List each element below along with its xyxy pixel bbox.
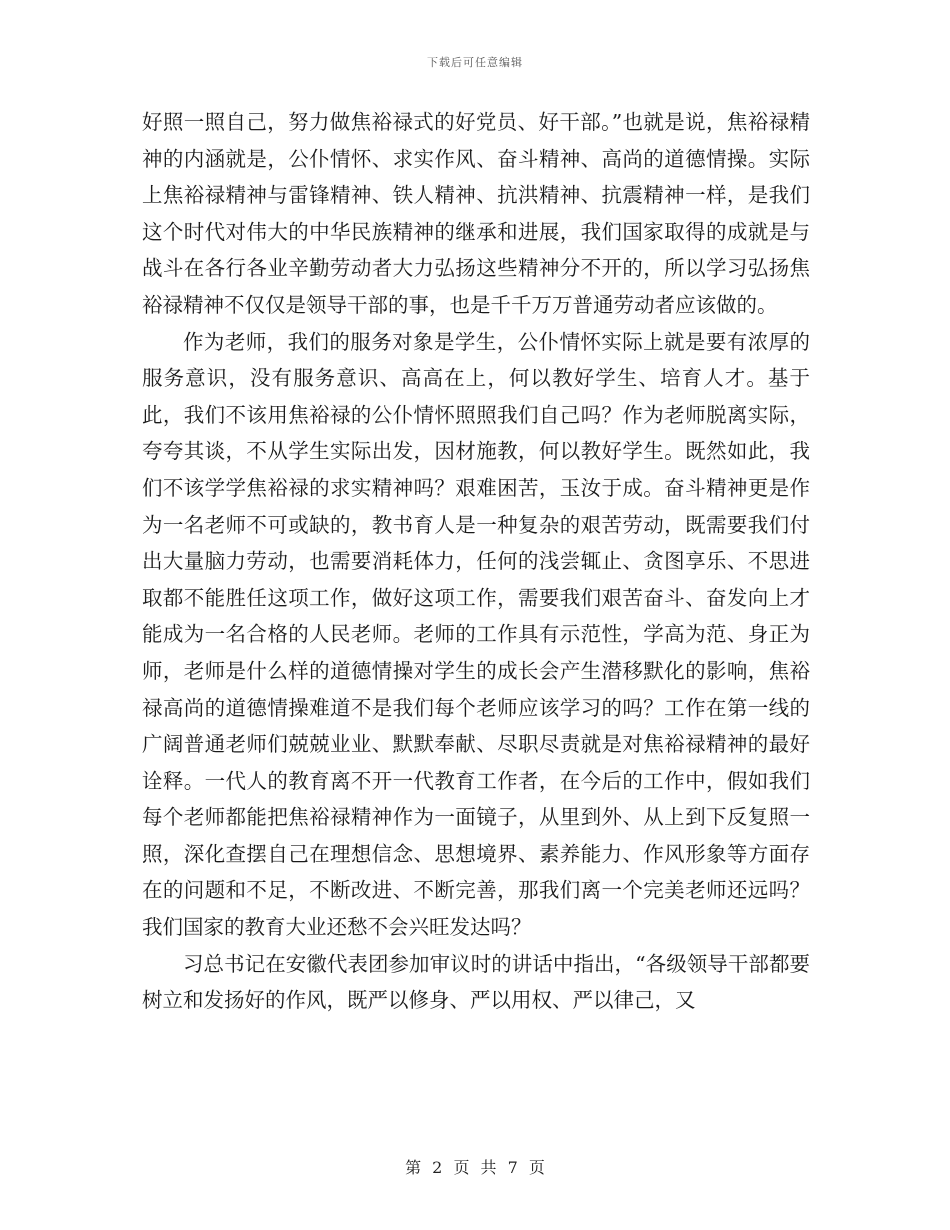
- document-body: [142, 104, 810, 1019]
- paragraph-2: 作为老师，我们的服务对象是学生，公仆情怀实际上就是要有浓厚的服务意识，没有服务意识、高高在上，何以教好学生、培育人才。基于此，我们不该用焦裕禄的公仆情怀照照我们自己吗？作为老师脱离实际，夸夸其谈，不从学生实际出发，因材施教，何以教好学生。既然如此，我们不该学学焦裕禄的求实精神吗？艰难困苦，玉汝于成。奋斗精神更是作为一名老师不可或缺的，教书育人是一种复杂的艰苦劳动，既需要我们付出大量脑力劳动，也需要消耗体力，任何的浅尝辄止、贪图享乐、不思进取都不能胜任这项工作，做好这项工作，需要我们艰苦奋斗、奋发向上才能成为一名合格的人民老师。老师的工作具有示范性，学高为范、身正为师，老师是什么样的道德情操对学生的成长会产生潜移默化的影响，焦裕禄高尚的道德情操难道不是我们每个老师应该学习的吗？工作在第一线的广阔普通老师们兢兢业业、默默奉献、尽职尽责就是对焦裕禄精神的最好诠释。一代人的教育离不开一代教育工作者，在今后的工作中，假如我们每个老师都能把焦裕禄精神作为一面镜子，从里到外、从上到下反复照一照，深化查摆自己在理想信念、思想境界、素养能力、作风形象等方面存在的问题和不足，不断改进、不断完善，那我们离一个完美老师还远吗？我们国家的教育大业还愁不会兴旺发达吗？: [142, 329, 810, 940]
- page-header: 下载后可任意编辑: [427, 56, 523, 69]
- paragraph-3: 习总书记在安徽代表团参加审议时的讲话中指出，“各级领导干部都要树立和发扬好的作风，既严以修身、严以用权、严以律己，又: [142, 951, 810, 1013]
- page-footer: 第 2 页 共 7 页: [405, 1158, 545, 1177]
- paragraph-1: 好照一照自己，努力做焦裕禄式的好党员、好干部。”也就是说，焦裕禄精神的内涵就是，公仆情怀、求实作风、奋斗精神、高尚的道德情操。实际上焦裕禄精神与雷锋精神、铁人精神、抗洪精神、抗震精神一样，是我们这个时代对伟大的中华民族精神的继承和进展，我们国家取得的成就是与战斗在各行各业辛勤劳动者大力弘扬这些精神分不开的，所以学习弘扬焦裕禄精神不仅仅是领导干部的事，也是千千万万普通劳动者应该做的。: [142, 110, 810, 317]
